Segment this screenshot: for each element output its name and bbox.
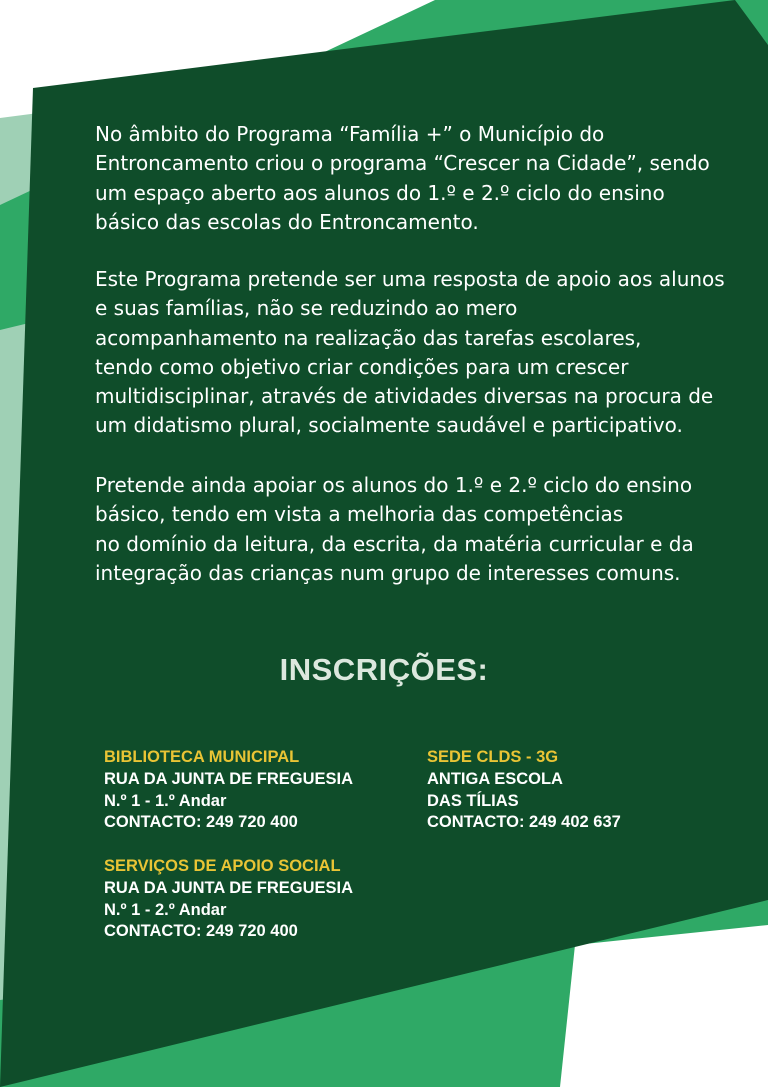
intro-paragraph [95, 120, 735, 237]
text-line: acompanhamento na realização das tarefas escolares, [95, 325, 642, 350]
text-line: no domínio da leitura, da escrita, da matéria curricular e da [95, 531, 694, 556]
location-title: BIBLIOTECA MUNICIPAL [104, 748, 300, 766]
text-line: Pretende ainda apoiar os alunos do 1.º e 2.º ciclo do ensino [95, 473, 693, 497]
location-line: DAS TÍLIAS [427, 791, 519, 810]
text-line: multidisciplinar, através de atividades diversas na procura de [95, 384, 714, 409]
text-line: Este Programa pretende ser uma resposta de apoio aos alunos [95, 267, 725, 291]
location-title: SERVIÇOS DE APOIO SOCIAL [104, 857, 341, 875]
support-paragraph [95, 471, 735, 588]
inscricoes-heading: INSCRIÇÕES: [279, 652, 489, 687]
location-biblioteca [104, 747, 353, 834]
text-line: tendo como objetivo criar condições para um crescer [95, 354, 629, 379]
location-contact: CONTACTO: 249 720 400 [104, 813, 298, 832]
text-line: integração das crianças num grupo de interesses comuns. [95, 560, 681, 585]
text-line: um espaço aberto aos alunos do 1.º e 2.º ciclo do ensino [95, 180, 665, 205]
location-servicos-apoio-social [104, 856, 353, 943]
location-line: RUA DA JUNTA DE FREGUESIA [104, 878, 354, 897]
location-contact: CONTACTO: 249 402 637 [427, 813, 621, 832]
location-sede-clds [427, 747, 621, 834]
program-paragraph [95, 265, 735, 441]
location-title: SEDE CLDS - 3G [427, 748, 559, 766]
text-line: No âmbito do Programa “Família +” o Município do [95, 122, 605, 146]
location-line: N.º 1 - 2.º Andar [104, 900, 227, 919]
text-line: e suas famílias, não se reduzindo ao mero [95, 296, 518, 321]
text-line: Entroncamento criou o programa “Crescer na Cidade”, sendo [95, 151, 710, 176]
location-line: ANTIGA ESCOLA [427, 769, 563, 788]
text-line: básico das escolas do Entroncamento. [95, 209, 479, 234]
location-line: N.º 1 - 1.º Andar [104, 791, 227, 810]
text-line: um didatismo plural, socialmente saudável e participativo. [95, 413, 683, 438]
text-line: básico, tendo em vista a melhoria das competências [95, 502, 624, 527]
location-line: RUA DA JUNTA DE FREGUESIA [104, 769, 354, 788]
location-contact: CONTACTO: 249 720 400 [104, 922, 298, 941]
